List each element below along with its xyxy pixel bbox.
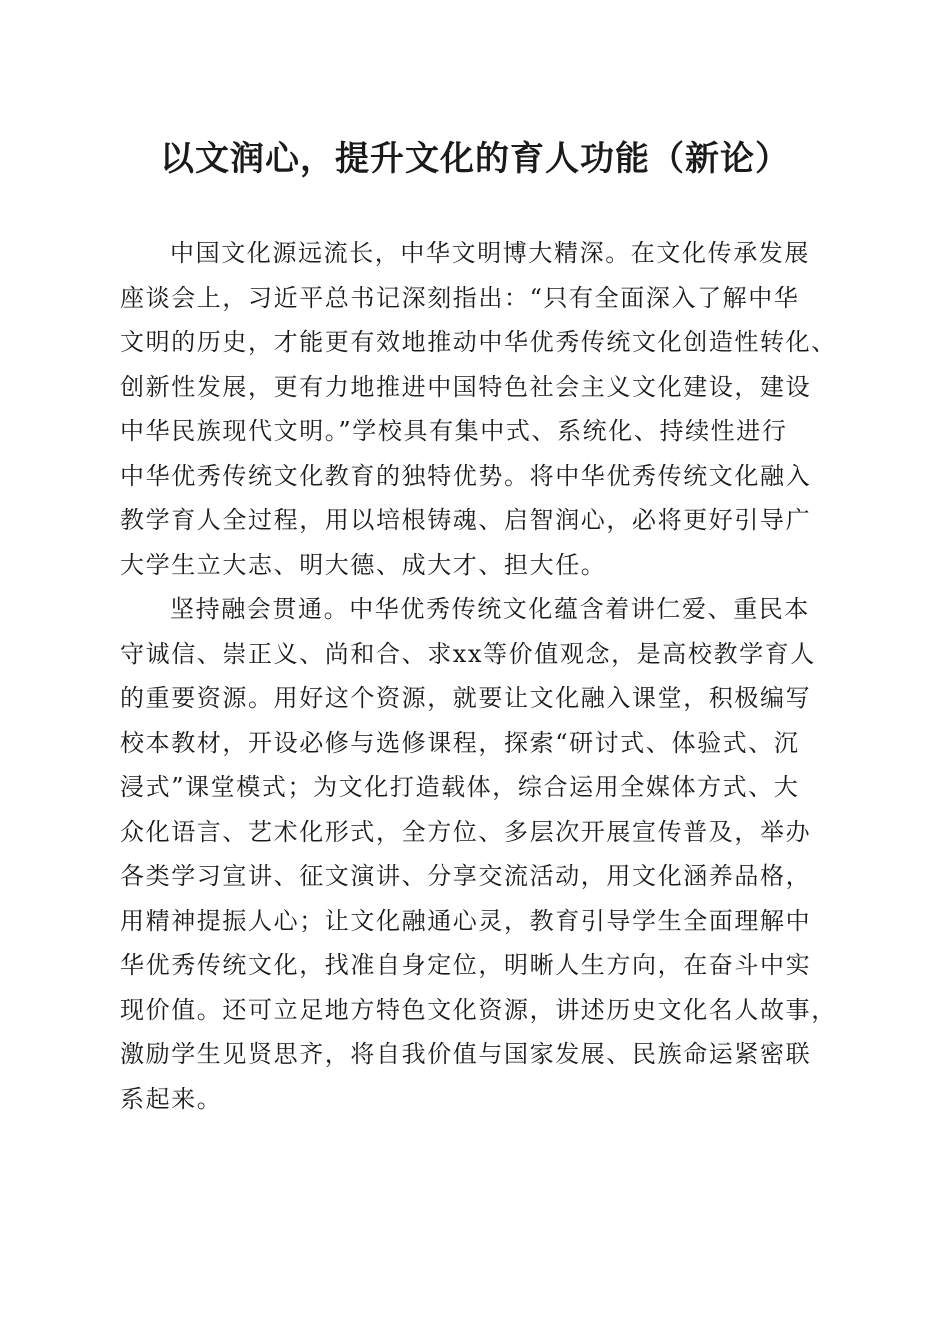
paragraph-line: 中华优秀传统文化教育的独特优势。将中华优秀传统文化融入 bbox=[120, 461, 812, 490]
paragraph-line: 浸式”课堂模式；为文化打造载体，综合运用全媒体方式、大 bbox=[120, 773, 800, 801]
paragraph-line: 校本教材，开设必修与选修课程，探索“研讨式、体验式、沉 bbox=[120, 728, 800, 757]
paragraph-line: 华优秀传统文化，找准自身定位，明晰人生方向，在奋斗中实 bbox=[120, 951, 812, 979]
paragraph-line: 坚持融会贯通。中华优秀传统文化蕴含着讲仁爱、重民本 bbox=[170, 595, 810, 623]
paragraph-line: 的重要资源。用好这个资源，就要让文化融入课堂，积极编写 bbox=[120, 684, 812, 712]
paragraph-line: 座谈会上，习近平总书记深刻指出：“只有全面深入了解中华 bbox=[120, 283, 800, 312]
paragraph-line: 众化语言、艺术化形式，全方位、多层次开展宣传普及，举办 bbox=[120, 817, 812, 846]
paragraph-line: 中国文化源远流长，中华文明博大精深。在文化传承发展 bbox=[170, 239, 810, 267]
paragraph-2 bbox=[120, 587, 840, 1121]
paragraph-line: 各类学习宣讲、征文演讲、分享交流活动，用文化涵养品格， bbox=[120, 862, 812, 890]
paragraph-line: 激励学生见贤思齐，将自我价值与国家发展、民族命运紧密联 bbox=[120, 1040, 812, 1068]
paragraph-line: 创新性发展，更有力地推进中国特色社会主义文化建设，建设 bbox=[120, 372, 812, 401]
paragraph-line: 大学生立大志、明大德、成大才、担大任。 bbox=[120, 550, 607, 579]
document-title: 以文润心，提升文化的育人功能（新论） bbox=[160, 139, 790, 179]
document-body bbox=[120, 231, 840, 1121]
paragraph-line: 教学育人全过程，用以培根铸魂、启智润心，必将更好引导广 bbox=[120, 506, 812, 534]
paragraph-line: 守诚信、崇正义、尚和合、求xx等价值观念，是高校教学育人 bbox=[120, 639, 816, 668]
paragraph-line: 现价值。还可立足地方特色文化资源，讲述历史文化名人故事， bbox=[120, 995, 837, 1024]
paragraph-line: 系起来。 bbox=[120, 1084, 223, 1113]
paragraph-line: 中华民族现代文明。”学校具有集中式、系统化、持续性进行 bbox=[120, 417, 788, 445]
paragraph-line: 用精神提振人心；让文化融通心灵，教育引导学生全面理解中 bbox=[120, 906, 812, 935]
paragraph-line: 文明的历史，才能更有效地推动中华优秀传统文化创造性转化、 bbox=[120, 328, 837, 356]
paragraph-1 bbox=[120, 231, 840, 587]
